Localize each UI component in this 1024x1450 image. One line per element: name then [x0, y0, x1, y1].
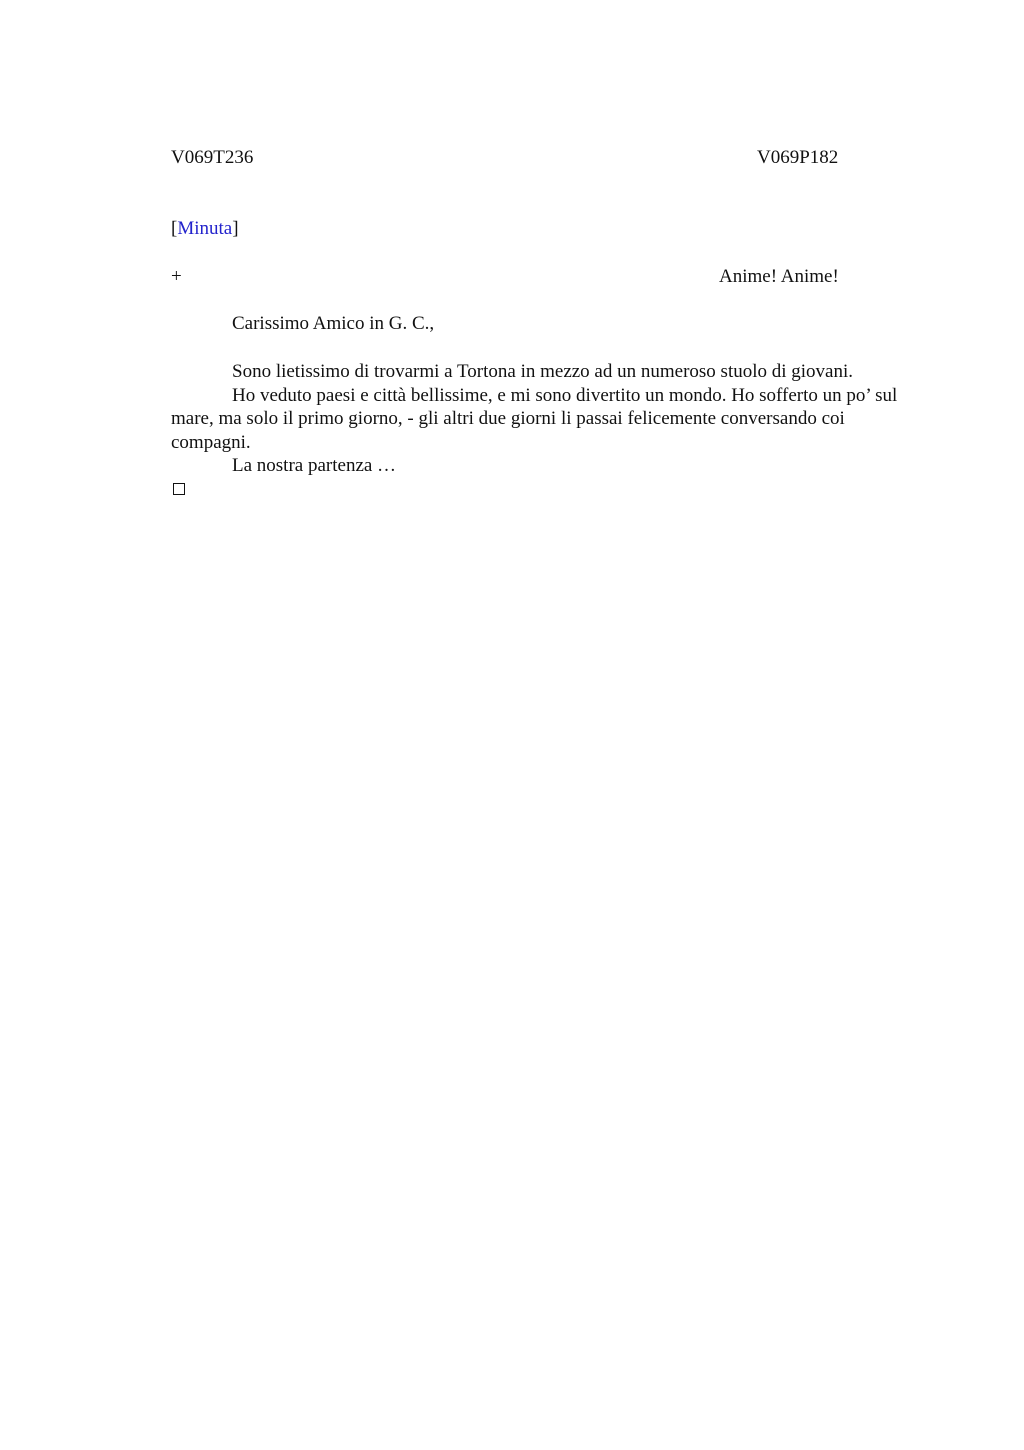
close-bracket: ] — [232, 218, 239, 239]
letter-motto: Anime! Anime! — [719, 266, 839, 287]
letter-paragraph: Ho veduto paesi e città bellissime, e mi sono divertito un mondo. Ho sofferto un po’ sul mare, ma solo il primo giorno, - gli altri due giorni li passai felicemente conversando coi compagni. — [171, 384, 898, 453]
minuta-link[interactable]: Minuta — [177, 218, 233, 239]
letter-salutation: Carissimo Amico in G. C., — [232, 313, 435, 334]
letter-paragraph: Sono lietissimo di trovarmi a Tortona in mezzo ad un numeroso stuolo di giovani. — [232, 361, 854, 382]
cross-symbol: + — [171, 266, 182, 287]
letter-body — [171, 360, 916, 478]
minuta-note — [171, 217, 239, 241]
empty-square-icon — [173, 483, 185, 495]
open-bracket: [ — [171, 218, 178, 239]
document-reference-left: V069T236 — [171, 147, 254, 168]
letter-paragraph: La nostra partenza … — [232, 455, 397, 476]
document-reference-right: V069P182 — [757, 147, 839, 168]
